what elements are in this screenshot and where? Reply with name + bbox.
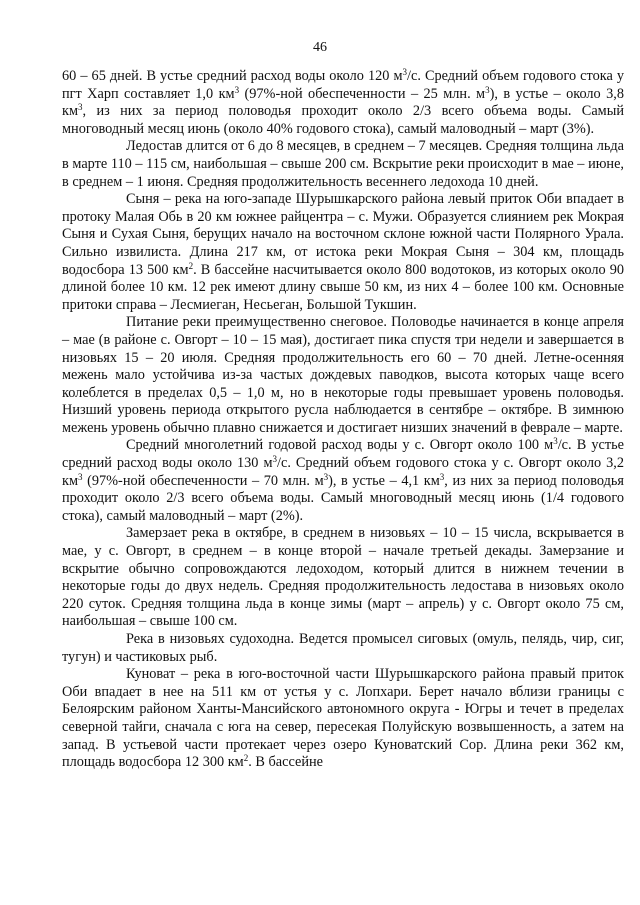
paragraph-synya-discharge: Средний многолетний годовой расход воды у с. Овгорт около 100 $м^3/с$. В устье средний расход воды около 130 $м^3/с$. Средний объем годового стока у с. Овгорт около 3,2 $км^3$ (97%-ной обеспеченности – 70 млн. $м^3$), в устье – 4,1 $км^3$, из них за период половодья проходит около 2/3 всего объема воды. Самый многоводный месяц июнь (1/4 годового стока), самый маловодный – март (2%).	[62, 436, 625, 524]
paragraph-synya-river: Сыня – река на юго-западе Шурышкарского района левый приток Оби впадает в протоку Малая Обь в 20 км южнее райцентра – с. Мужи. Образуется слиянием рек Мокрая Сыня и Сухая Сыня, берущих начало на восточном склоне южной части Полярного Урала. Сильно извилиста. Длина 217 км, от истока реки Мокрая Сыня – 304 км, площадь водосбора 13 500 $км^2$. В бассейне насчитывается около 800 водотоков, из которых около 90 длиной более 10 км. 12 рек имеют длину свыше 50 км, из них 4 – более 100 км. Основные притоки справа – Лесмиеган, Несьеган, Большой Тукшин.	[62, 191, 624, 313]
document-body	[62, 68, 624, 772]
paragraph-synya-navigation: Река в низовьях судоходна. Ведется промысел сиговых (омуль, пелядь, чир, сиг, тугун) и частиковых рыб.	[62, 631, 624, 665]
paragraph-synya-freezing: Замерзает река в октябре, в среднем в низовьях – 10 – 15 числа, вскрывается в мае, у с. Овгорт, в среднем – в конце второй – начале третьей декады. Замерзание и вскрытие обычно сопровождаются ледоходом, который длится в нижнем течении в некоторые годы до двух недель. Средняя продолжительность ледостава в низовьях около 220 суток. Средняя толщина льда в конце зимы (март – апрель) у с. Овгорт около 75 см, наибольшая – свыше 100 см.	[62, 525, 624, 630]
paragraph-ice-regime: Ледостав длится от 6 до 8 месяцев, в среднем – 7 месяцев. Средняя толщина льда в марте 110 – 115 см, наибольшая – свыше 200 см. Вскрытие реки происходит в мае – июне, в среднем – 1 июня. Средняя продолжительность весеннего ледохода 10 дней.	[62, 138, 624, 190]
paragraph-kunovat-river: Куноват – река в юго-восточной части Шурышкарского района правый приток Оби впадает в нее на 511 км от устья у с. Лопхари. Берет начало вблизи границы с Белоярским районом Ханты-Мансийского автономного округа - Югры и течет в пределах северной тайги, сначала с юга на север, пересекая Полуйскую возвышенность, а затем на запад. В устьевой части протекает через озеро Куноватский Сор. Длина реки 362 км, площадь водосбора 12 300 $км^2$. В бассейне	[62, 666, 624, 771]
page-number: 46	[313, 40, 327, 55]
paragraph-synya-feeding: Питание реки преимущественно снеговое. Половодье начинается в конце апреля – мае (в районе с. Овгорт – 10 – 15 мая), достигает пика спустя три недели и завершается в низовьях 15 – 20 июля. Средняя продолжительность его 60 – 70 дней. Летне-осенняя межень мало устойчива из-за частых дождевых паводков, высота которых чаще всего колеблется в пределах 0,5 – 1,0 м, но в некоторые годы превышает уровень половодья. Низший уровень периода открытого русла наблюдается в сентябре – октябре. В зимнюю межень уровень обычно плавно снижается и достигает низших значений в феврале – марте.	[62, 314, 624, 436]
paragraph-kharp-flow: 60 – 65 дней. В устье средний расход воды около 120 $м^3/с$. Средний объем годового стока у пгт Харп составляет 1,0 $км^3$ (97%-ной обеспеченности – 25 млн. $м^3$), в устье – около 3,8 $км^3$, из них за период половодья проходит около 2/3 всего объема воды. Самый многоводный месяц июнь (около 40% годового стока), самый маловодный – март (3%).	[62, 67, 625, 137]
